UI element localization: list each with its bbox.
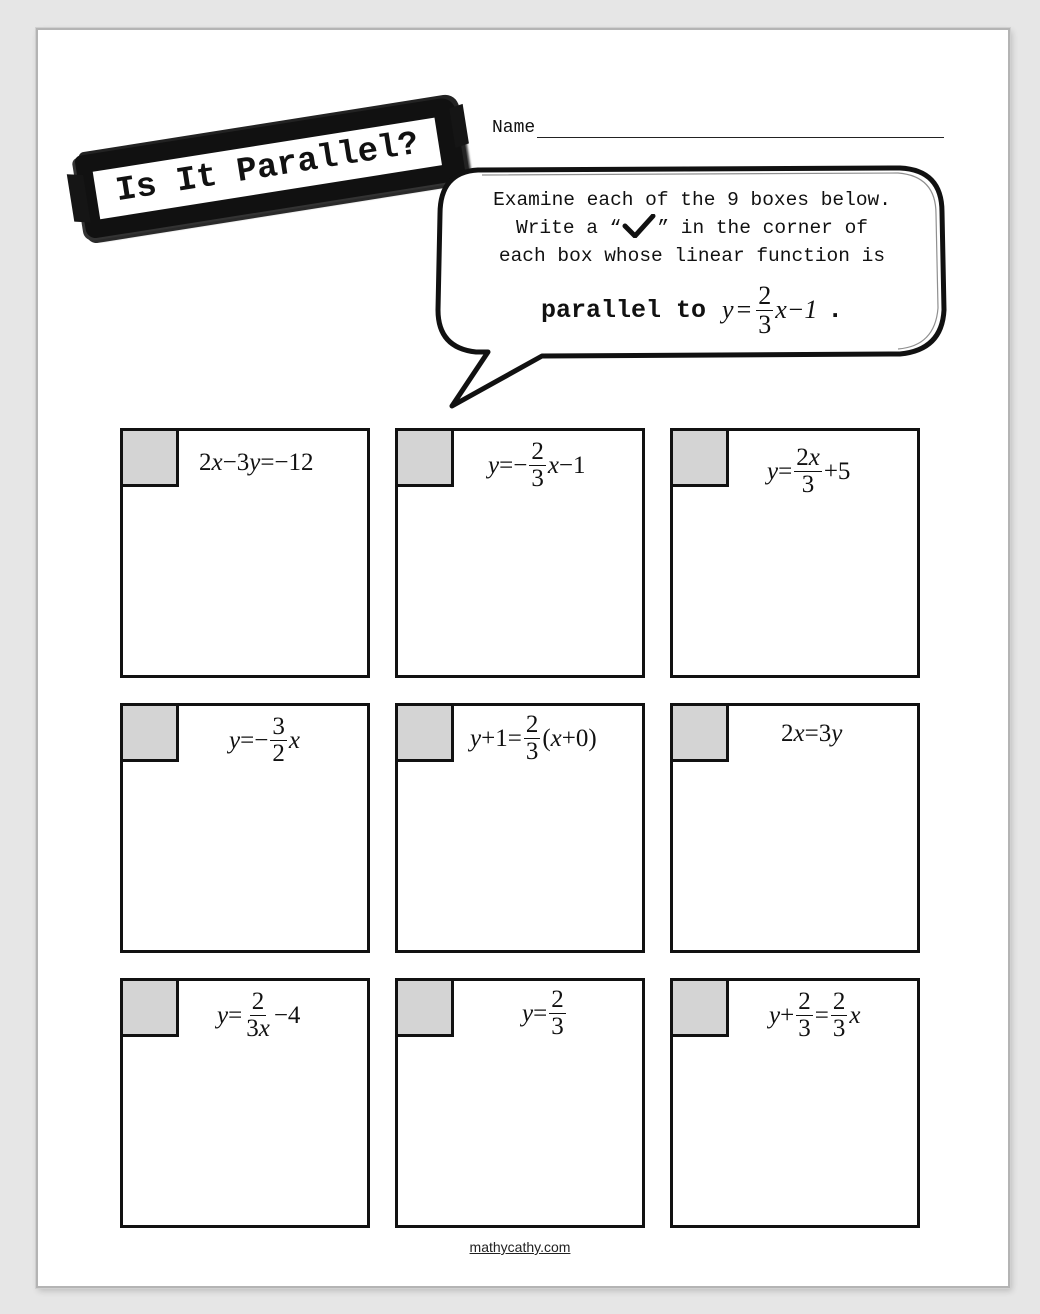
equation-9: [769, 989, 860, 1043]
equation-8-denominator: 3: [551, 1013, 564, 1041]
equation-6-text: 2x=3y: [781, 720, 843, 747]
equation-box-5: [395, 703, 645, 953]
equation-4-lhs: y=−: [229, 726, 269, 754]
equation-5: [470, 712, 597, 766]
target-equation: [722, 282, 843, 338]
equation-5-fraction: [524, 712, 541, 766]
check-corner-4[interactable]: [123, 706, 179, 762]
equation-box-1: [120, 428, 370, 678]
name-field[interactable]: [492, 114, 944, 138]
target-eq-sign: =: [736, 295, 752, 324]
equation-9-fraction-2: [831, 989, 848, 1043]
equation-3-lhs: y=: [767, 457, 793, 485]
equation-3-rest: +5: [823, 457, 851, 485]
equation-5-lhs: y+1=: [470, 724, 522, 752]
instructions-line-2-start: Write a “: [516, 217, 622, 239]
equation-5-numerator: 2: [525, 711, 539, 738]
check-corner-3[interactable]: [673, 431, 729, 487]
equation-box-4: [120, 703, 370, 953]
equation-9-equals: =: [814, 1001, 829, 1029]
equation-4-fraction: [270, 714, 287, 768]
check-corner-6[interactable]: [673, 706, 729, 762]
equation-2-fraction: [529, 439, 546, 493]
equation-box-9: [670, 978, 920, 1228]
equation-3-numerator: 2x: [796, 444, 820, 471]
target-denominator: 3: [758, 309, 772, 339]
instructions-text: [462, 186, 922, 270]
equation-box-8: [395, 978, 645, 1228]
equation-3-fraction: [794, 445, 822, 499]
target-numerator: 2: [758, 281, 772, 311]
instructions-line-3: each box whose linear function is: [498, 245, 886, 267]
equation-7-rest: −4: [273, 1001, 301, 1029]
equation-4: [229, 714, 300, 768]
equation-9-denominator-1: 3: [798, 1015, 811, 1043]
equation-6: [781, 720, 842, 748]
parallel-target: [462, 272, 922, 348]
equation-4-numerator: 3: [272, 713, 285, 740]
checkmark-icon: [621, 214, 657, 238]
equation-7-numerator: 2: [251, 988, 265, 1015]
equation-5-rest: (x+0): [542, 724, 597, 752]
equation-2-denominator: 3: [531, 465, 544, 493]
equation-box-2: [395, 428, 645, 678]
equation-9-denominator-2: 3: [832, 1015, 846, 1043]
equation-8: [522, 987, 568, 1041]
equation-9-rest: x: [849, 1001, 861, 1029]
equation-5-denominator: 3: [525, 738, 539, 766]
equation-7-denominator: 3x: [246, 1015, 270, 1043]
equation-2-lhs: y=−: [488, 451, 528, 479]
check-corner-5[interactable]: [398, 706, 454, 762]
equation-9-lhs: y+: [769, 1001, 795, 1029]
instructions-line-2: [462, 214, 922, 242]
instructions-line-2-end: ” in the corner of: [657, 217, 868, 239]
check-corner-9[interactable]: [673, 981, 729, 1037]
equation-9-numerator-2: 2: [832, 988, 846, 1015]
equation-3: [767, 445, 850, 499]
equation-9-fraction-1: [796, 989, 813, 1043]
equation-box-6: [670, 703, 920, 953]
check-corner-1[interactable]: [123, 431, 179, 487]
equation-3-denominator: 3: [801, 471, 815, 499]
parallel-label: parallel to: [541, 295, 707, 325]
equation-8-lhs: y=: [522, 999, 548, 1027]
name-blank-line[interactable]: [537, 119, 944, 138]
target-period: .: [827, 295, 843, 325]
equation-4-rest: x: [288, 726, 300, 754]
equation-7-fraction: [244, 989, 272, 1043]
equation-1: [199, 449, 314, 477]
target-fraction: [756, 282, 773, 338]
check-corner-2[interactable]: [398, 431, 454, 487]
equation-7-lhs: y=: [217, 1001, 243, 1029]
check-corner-8[interactable]: [398, 981, 454, 1037]
name-label: Name: [492, 118, 536, 138]
equation-4-denominator: 2: [272, 740, 285, 768]
check-corner-7[interactable]: [123, 981, 179, 1037]
equation-box-3: [670, 428, 920, 678]
equation-8-fraction: [549, 987, 566, 1041]
instructions-line-1: Examine each of the 9 boxes below.: [493, 189, 891, 211]
equation-8-numerator: 2: [551, 986, 564, 1013]
equation-9-numerator-1: 2: [798, 988, 811, 1015]
equation-7: [217, 989, 300, 1043]
equation-2-numerator: 2: [531, 438, 544, 465]
target-lhs: y: [722, 295, 734, 324]
equation-1-text: 2x−3y=−12: [199, 449, 314, 476]
footer-credit[interactable]: mathycathy.com: [469, 1239, 571, 1255]
page-title: Is It Parallel?: [93, 118, 442, 220]
equation-2: [488, 439, 586, 493]
equation-2-rest: x−1: [547, 451, 586, 479]
target-rest: x−1: [775, 295, 818, 324]
equation-box-7: [120, 978, 370, 1228]
